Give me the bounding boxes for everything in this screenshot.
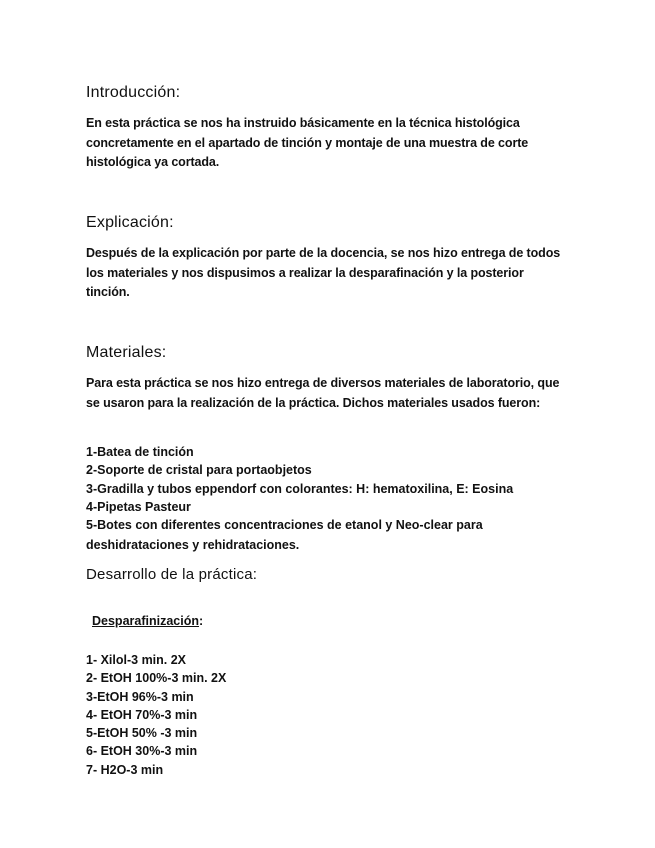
list-item: deshidrataciones y rehidrataciones. — [86, 538, 300, 553]
desparafinizacion-label: Desparafinización — [92, 614, 199, 628]
explicacion-paragraph: Después de la explicación por parte de la docencia, se nos hizo entrega de todos los materiales y nos dispusimos a realizar la desparafinación y la posterior tinción. — [86, 246, 561, 299]
desparafinizacion-subheading — [92, 615, 203, 628]
explicacion-heading: Explicación: — [86, 214, 174, 231]
list-item: 1-Batea de tinción — [86, 445, 194, 459]
list-item: 3-EtOH 96%-3 min — [86, 689, 194, 704]
materiales-paragraph: Para esta práctica se nos hizo entrega de diversos materiales de laboratorio, que se usaron para la realización de la práctica. Dichos materiales usados fueron: — [86, 376, 560, 410]
desarrollo-heading: Desarrollo de la práctica: — [86, 566, 258, 583]
list-item: 1- Xilol-3 min. 2X — [86, 653, 187, 667]
subheading-colon: : — [198, 614, 204, 628]
materiales-list — [86, 443, 513, 555]
list-item: 3-Gradilla y tubos eppendorf con colorantes: H: hematoxilina, E: Eosina — [86, 481, 514, 496]
list-item: 2- EtOH 100%-3 min. 2X — [86, 671, 227, 686]
materiales-heading: Materiales: — [86, 344, 167, 361]
list-item: 4- EtOH 70%-3 min — [86, 707, 198, 722]
list-item: 6- EtOH 30%-3 min — [86, 744, 198, 759]
intro-heading: Introducción: — [86, 84, 181, 101]
list-item: 4-Pipetas Pasteur — [86, 499, 191, 514]
desparafinizacion-steps — [86, 651, 226, 779]
list-item: 2-Soporte de cristal para portaobjetos — [86, 463, 312, 478]
list-item: 5-EtOH 50% -3 min — [86, 726, 198, 741]
intro-paragraph: En esta práctica se nos ha instruido básicamente en la técnica histológica concretamente en el apartado de tinción y montaje de una muestra de corte histológica ya cortada. — [86, 116, 529, 169]
list-item: 7- H2O-3 min — [86, 762, 164, 777]
list-item: 5-Botes con diferentes concentraciones de etanol y Neo-clear para — [86, 518, 483, 533]
